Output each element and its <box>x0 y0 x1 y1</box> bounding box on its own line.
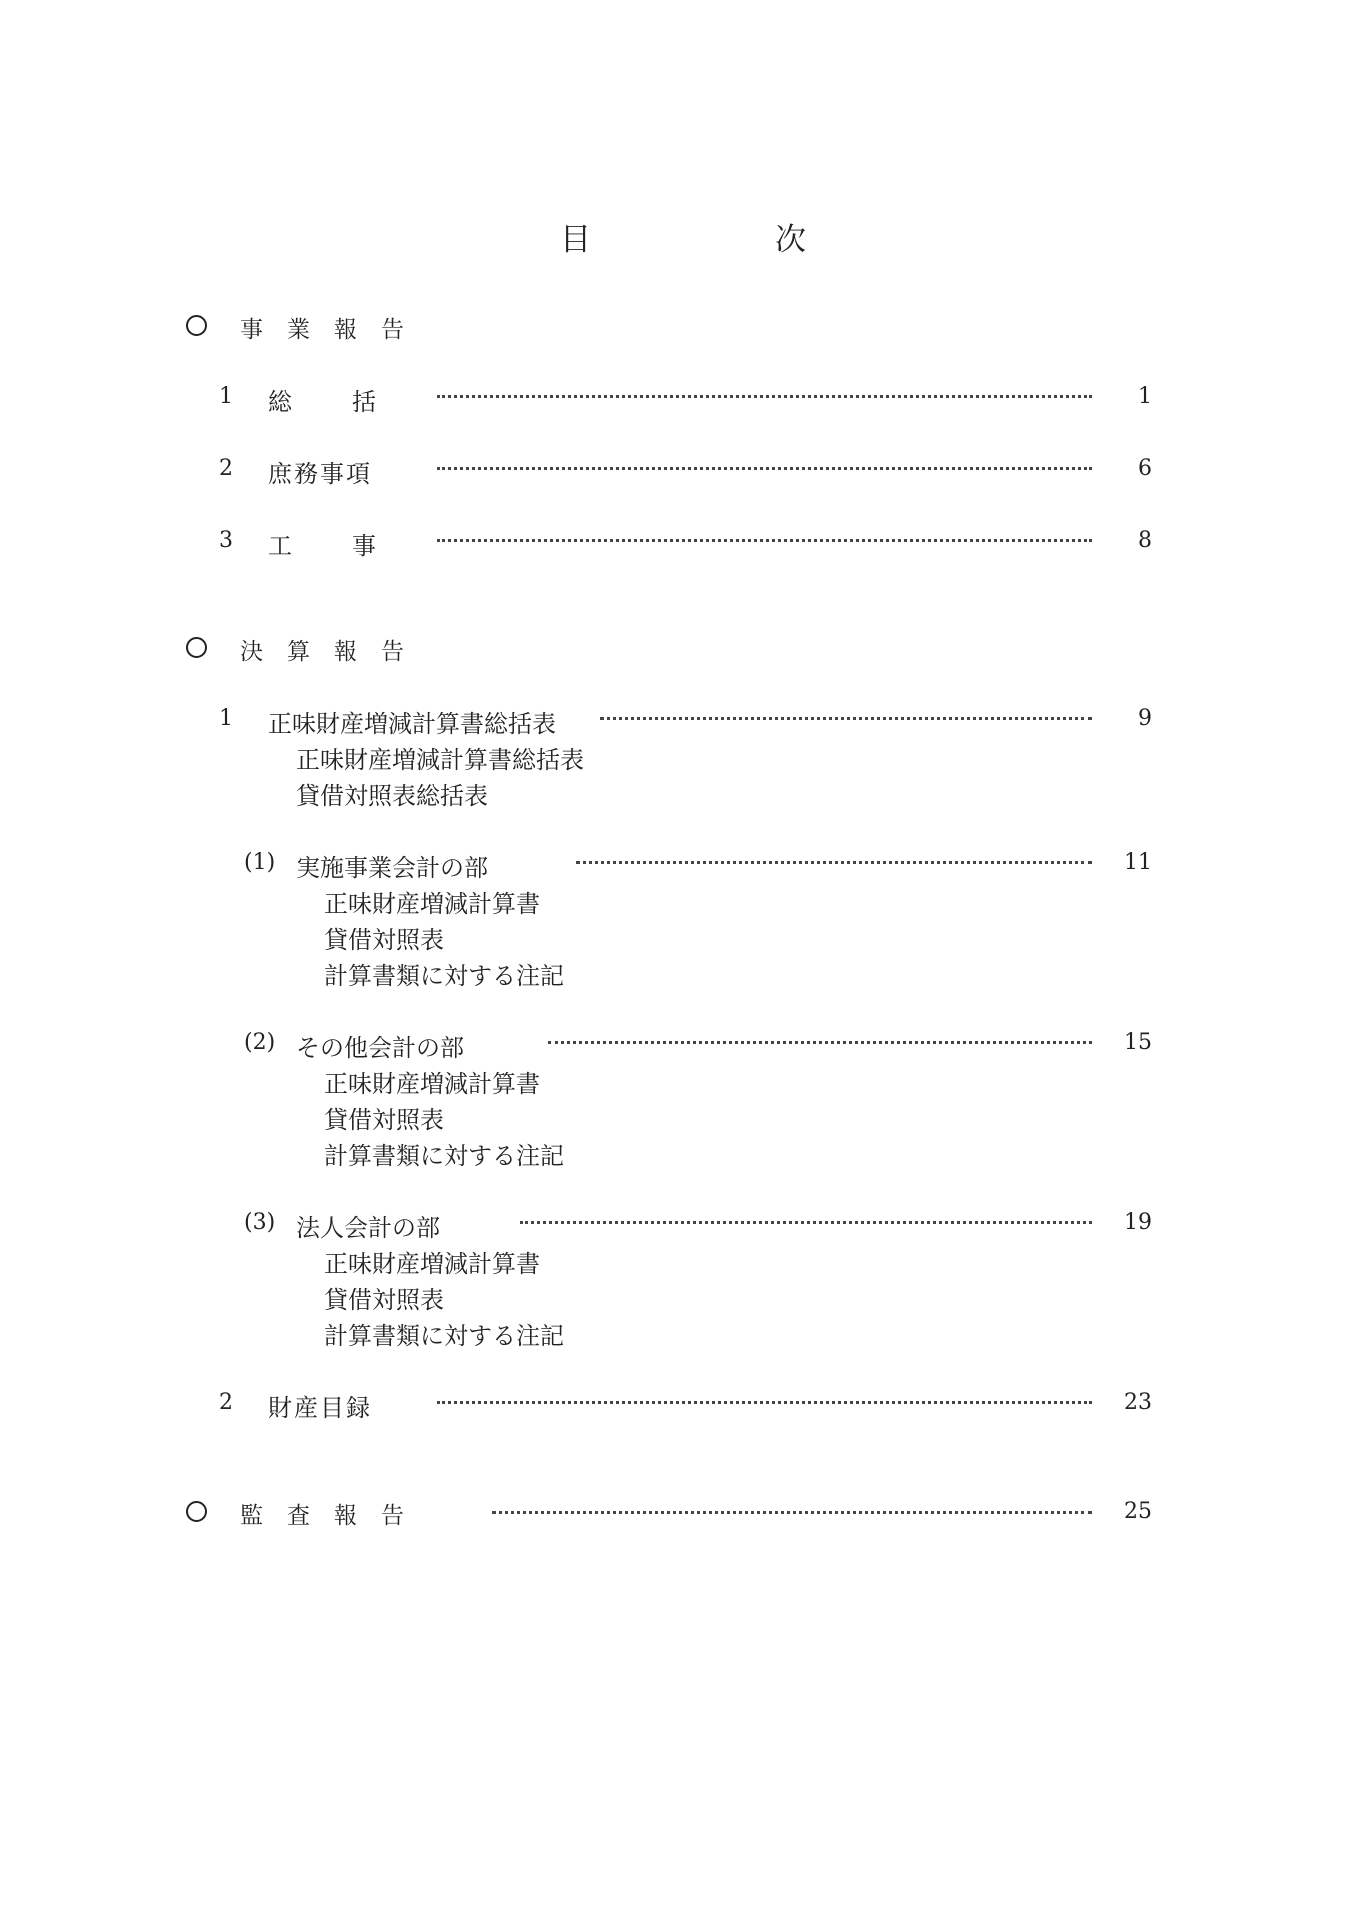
leader-dots <box>437 467 1092 470</box>
toc-item-number: 1 <box>219 384 233 409</box>
toc-item-label: 工 <box>268 532 292 560</box>
circle-bullet-icon <box>186 1501 207 1522</box>
leader-dots <box>576 861 1092 864</box>
toc-page-number: 11 <box>1124 850 1152 875</box>
toc-sub-item: 計算書類に対する注記 <box>324 962 564 990</box>
toc-part-label: 法人会計の部 <box>296 1214 440 1242</box>
toc-page-number: 8 <box>1138 528 1152 553</box>
section-heading-business-report: 事業報告 <box>240 317 428 343</box>
toc-item-label: 事 <box>352 532 376 560</box>
toc-sub-item: 正味財産増減計算書総括表 <box>296 746 584 774</box>
toc-sub-item: 貸借対照表 <box>324 1106 444 1134</box>
leader-dots <box>548 1041 1092 1044</box>
toc-part-number: (1) <box>244 850 276 875</box>
toc-item-number: 3 <box>219 528 233 553</box>
leader-dots <box>437 539 1092 542</box>
leader-dots <box>492 1511 1092 1514</box>
toc-page-number: 9 <box>1138 706 1152 731</box>
toc-sub-item: 正味財産増減計算書 <box>324 1070 540 1098</box>
toc-page-number: 25 <box>1124 1499 1152 1524</box>
toc-item-label: 総 <box>268 388 292 416</box>
toc-page-number: 15 <box>1124 1030 1152 1055</box>
toc-sub-item: 正味財産増減計算書 <box>324 1250 540 1278</box>
toc-part-number: (2) <box>244 1030 276 1055</box>
section-heading-financial-report: 決算報告 <box>240 639 428 665</box>
toc-item-label: 括 <box>352 388 376 416</box>
toc-sub-item: 貸借対照表総括表 <box>296 782 488 810</box>
leader-dots <box>600 717 1092 720</box>
toc-sub-item: 正味財産増減計算書 <box>324 890 540 918</box>
page-title-right: 次 <box>775 222 806 258</box>
toc-part-label: その他会計の部 <box>296 1034 464 1062</box>
leader-dots <box>437 1401 1092 1404</box>
section-heading-audit-report: 監査報告 <box>240 1503 428 1529</box>
toc-part-number: (3) <box>244 1210 276 1235</box>
toc-sub-item: 貸借対照表 <box>324 1286 444 1314</box>
page-title-left: 目 <box>560 222 591 258</box>
toc-sub-item: 計算書類に対する注記 <box>324 1322 564 1350</box>
toc-item-label: 正味財産増減計算書総括表 <box>268 710 556 738</box>
toc-page-number: 23 <box>1124 1390 1152 1415</box>
circle-bullet-icon <box>186 315 207 336</box>
toc-part-label: 実施事業会計の部 <box>296 854 488 882</box>
leader-dots <box>437 395 1092 398</box>
leader-dots <box>520 1221 1092 1224</box>
toc-page-number: 1 <box>1138 384 1152 409</box>
toc-item-label: 財産目録 <box>268 1394 372 1422</box>
toc-sub-item: 貸借対照表 <box>324 926 444 954</box>
toc-item-number: 2 <box>219 456 233 481</box>
toc-sub-item: 計算書類に対する注記 <box>324 1142 564 1170</box>
circle-bullet-icon <box>186 637 207 658</box>
toc-item-number: 2 <box>219 1390 233 1415</box>
toc-page-number: 19 <box>1124 1210 1152 1235</box>
toc-page-number: 6 <box>1138 456 1152 481</box>
toc-item-label: 庶務事項 <box>268 460 372 488</box>
toc-item-number: 1 <box>219 706 233 731</box>
